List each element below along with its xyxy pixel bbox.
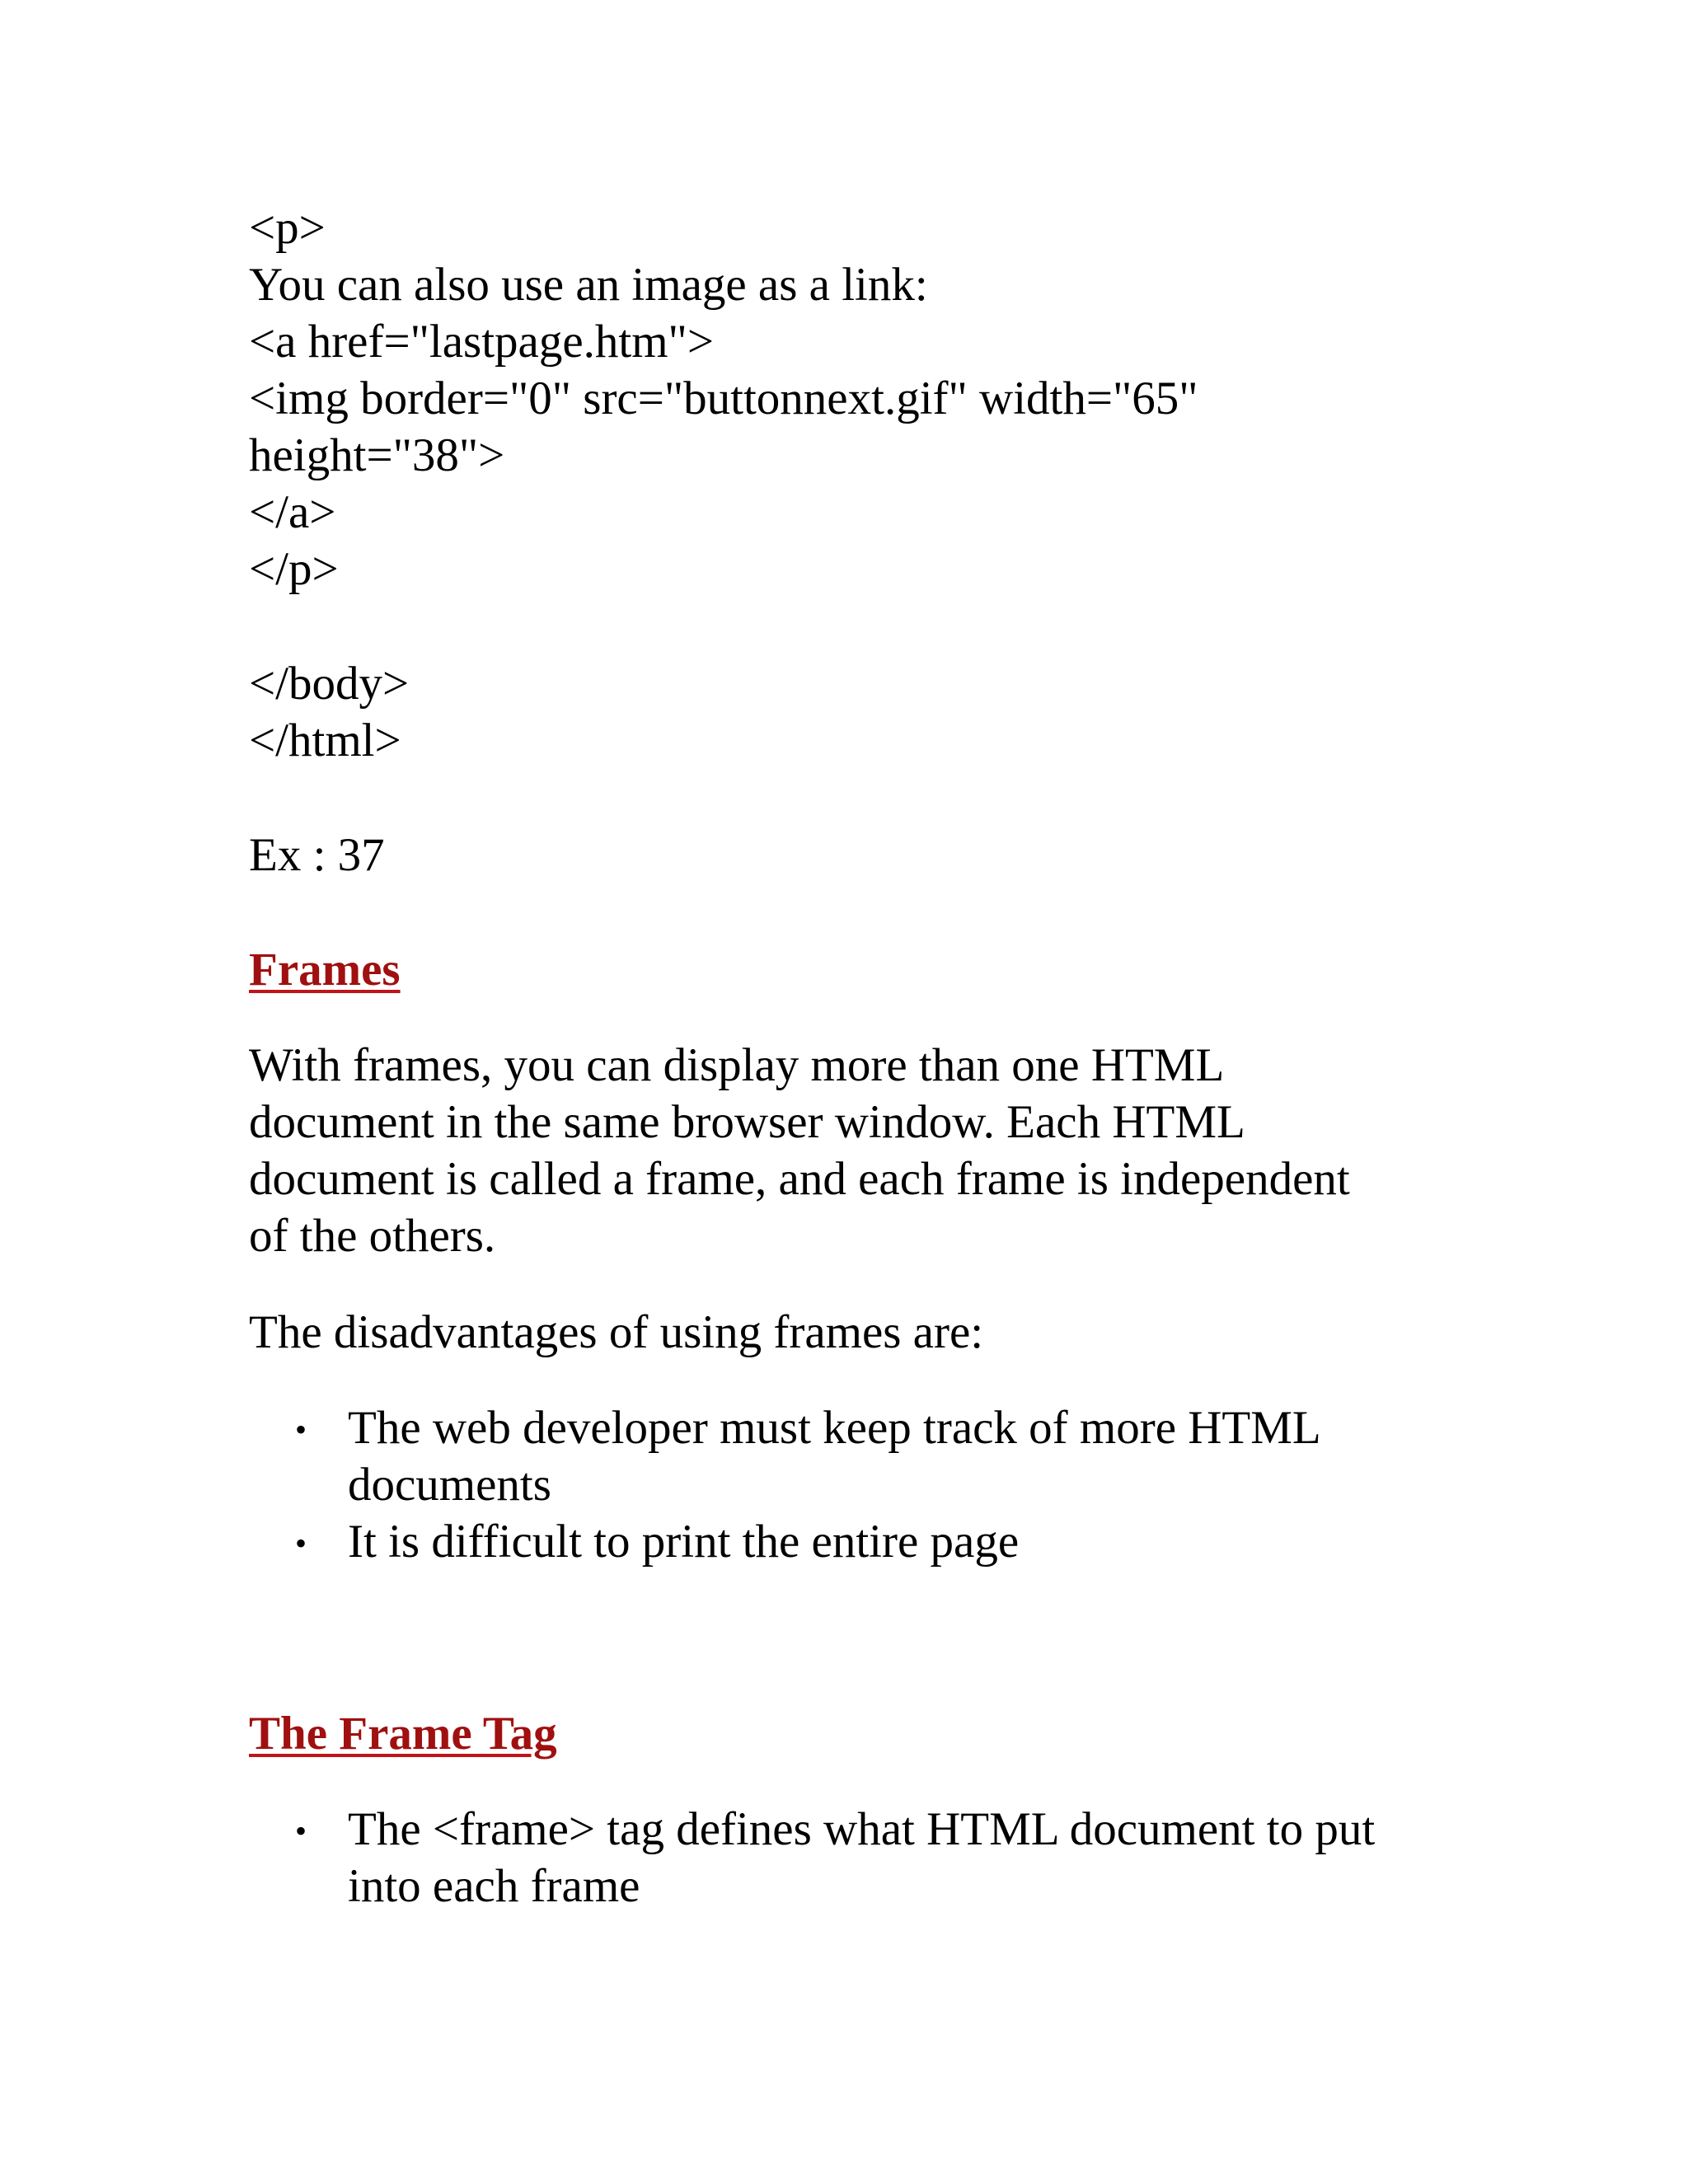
paragraph-line: With frames, you can display more than one HTML: [249, 1039, 1225, 1091]
bullet-marker: •: [295, 1525, 307, 1562]
paragraph-line: document is called a frame, and each frame is independent: [249, 1153, 1350, 1205]
bullet-marker: •: [295, 1411, 307, 1448]
example-label: Ex : 37: [249, 829, 385, 881]
code-line: <a href="lastpage.htm">: [249, 316, 714, 368]
code-line: </p>: [249, 543, 339, 595]
paragraph-line: document in the same browser window. Each HTML: [249, 1096, 1245, 1148]
code-line: </body>: [249, 658, 410, 710]
list-item-continuation: documents: [348, 1459, 551, 1511]
code-line: height="38">: [249, 429, 505, 481]
disadvantages-intro: The disadvantages of using frames are:: [249, 1306, 984, 1358]
list-item: The <frame> tag defines what HTML document to put: [348, 1803, 1376, 1855]
code-line: <img border="0" src="buttonnext.gif" width="65": [249, 373, 1198, 424]
paragraph-line: of the others.: [249, 1210, 496, 1262]
list-item: It is difficult to print the entire page: [348, 1516, 1020, 1568]
code-line: </a>: [249, 486, 336, 538]
list-item-continuation: into each frame: [348, 1860, 640, 1912]
section-heading-frames: Frames: [249, 944, 401, 996]
bullet-marker: •: [295, 1812, 307, 1849]
code-line: You can also use an image as a link:: [249, 259, 928, 311]
section-heading-frame-tag: The Frame Tag: [249, 1708, 557, 1760]
list-item: The web developer must keep track of more HTML: [348, 1402, 1321, 1454]
code-line: <p>: [249, 202, 326, 254]
code-line: </html>: [249, 715, 401, 766]
